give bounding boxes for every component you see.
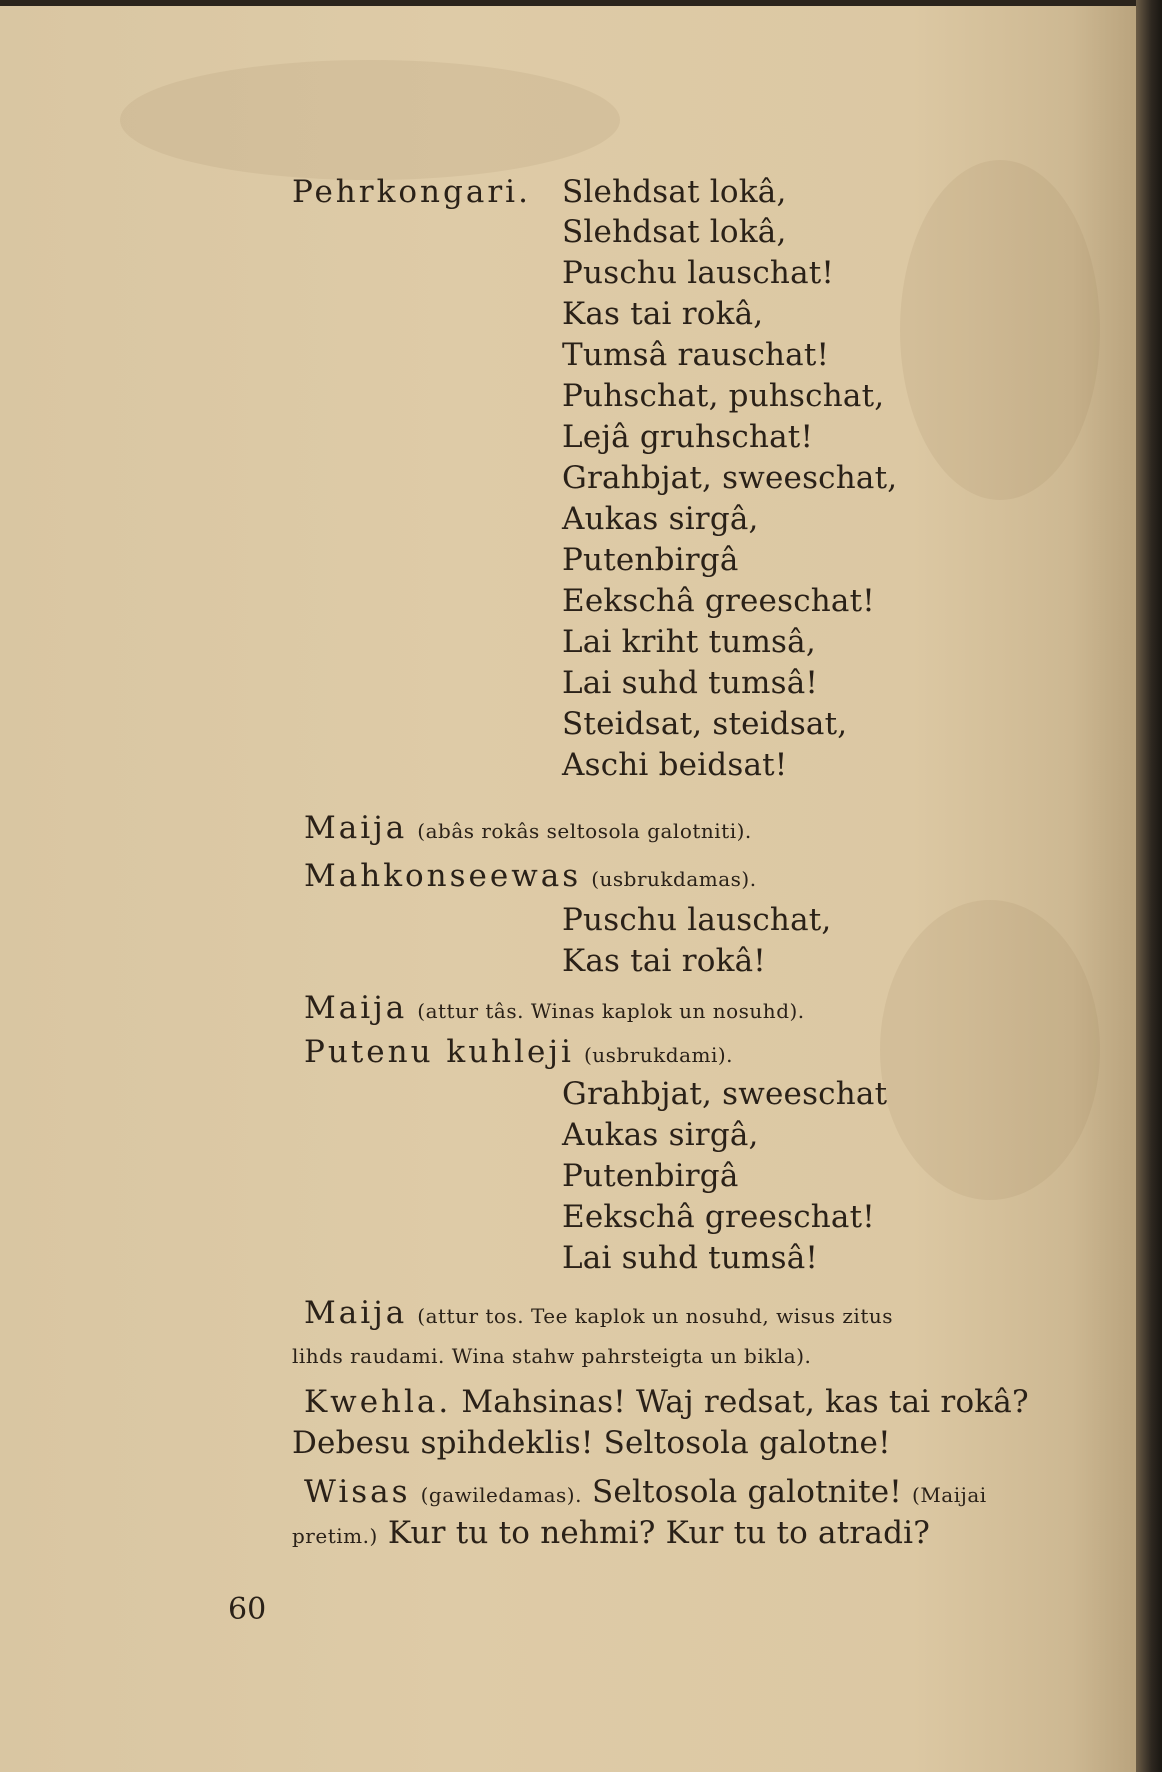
verse-line: Puschu lauschat!	[562, 255, 835, 291]
verse-line: Steidsat, steidsat,	[562, 706, 848, 742]
verse-line: Slehdsat lokâ,	[562, 174, 787, 210]
speaker-maija: Maija	[304, 1295, 408, 1331]
wisas-speech	[304, 1474, 987, 1513]
verse-line: Lai suhd tumsâ!	[562, 665, 819, 701]
stage-direction: (Maijai	[912, 1483, 987, 1507]
maija-direction-3	[304, 1295, 893, 1334]
verse-line: Lai kriht tumsâ,	[562, 624, 816, 660]
stage-direction: (usbrukdamas).	[591, 867, 757, 891]
stage-direction: (attur tâs. Winas kaplok un nosuhd).	[417, 999, 805, 1023]
verse-line: Lai suhd tumsâ!	[562, 1240, 819, 1276]
page-number: 60	[228, 1592, 267, 1627]
speaker-maija: Maija	[304, 990, 408, 1026]
verse-line: Putenbirgâ	[562, 1158, 739, 1194]
verse-line: Eekschâ greeschat!	[562, 583, 875, 619]
speech-text: Seltosola galotnite!	[592, 1474, 902, 1510]
maija-direction-1	[304, 810, 752, 849]
stage-direction: (gawiledamas).	[420, 1483, 582, 1507]
stage-direction: (usbrukdami).	[583, 1043, 734, 1067]
stage-direction: (attur tos. Tee kaplok un nosuhd, wisus zitus	[417, 1304, 894, 1328]
speaker-kwehla: Kwehla.	[304, 1384, 452, 1420]
speaker-pehrkongari: Pehrkongari.	[292, 174, 531, 210]
verse-line: Lejâ gruhschat!	[562, 419, 814, 455]
verse-line: Grahbjat, sweeschat,	[562, 460, 898, 496]
maija-direction-2	[304, 990, 805, 1029]
verse-line: Eekschâ greeschat!	[562, 1199, 875, 1235]
stage-direction: pretim.)	[292, 1524, 378, 1548]
speaker-mahkonseewas: Mahkonseewas	[304, 858, 582, 894]
speaker-wisas: Wisas	[304, 1474, 411, 1510]
speech-text: Kur tu to nehmi? Kur tu to atradi?	[387, 1515, 931, 1551]
mahkonseewas-direction	[304, 858, 757, 897]
verse-line: Puschu lauschat,	[562, 902, 832, 938]
verse-line: Slehdsat lokâ,	[562, 214, 787, 250]
verse-line: Putenbirgâ	[562, 542, 739, 578]
speaker-putenu-kuhleji: Putenu kuhleji	[304, 1034, 574, 1070]
verse-line: Kas tai rokâ,	[562, 296, 764, 332]
speaker-maija: Maija	[304, 810, 408, 846]
verse-line: Puhschat, puhschat,	[562, 378, 885, 414]
wisas-speech-continued	[292, 1515, 930, 1554]
speech-text-continued: Debesu spihdeklis! Seltosola galotne!	[292, 1425, 891, 1461]
kwehla-speech	[304, 1384, 1029, 1420]
stage-direction-continued: lihds raudami. Wina stahw pahrsteigta un bikla).	[292, 1344, 812, 1368]
verse-line: Aschi beidsat!	[562, 747, 788, 783]
verse-line: Aukas sirgâ,	[562, 501, 759, 537]
verse-line: Kas tai rokâ!	[562, 943, 766, 979]
putenu-direction	[304, 1034, 733, 1073]
stage-direction: (abâs rokâs seltosola galotniti).	[417, 819, 752, 843]
verse-line: Tumsâ rauschat!	[562, 337, 830, 373]
verse-line: Aukas sirgâ,	[562, 1117, 759, 1153]
speech-text: Mahsinas! Waj redsat, kas tai rokâ?	[461, 1384, 1029, 1420]
verse-line: Grahbjat, sweeschat	[562, 1076, 888, 1112]
